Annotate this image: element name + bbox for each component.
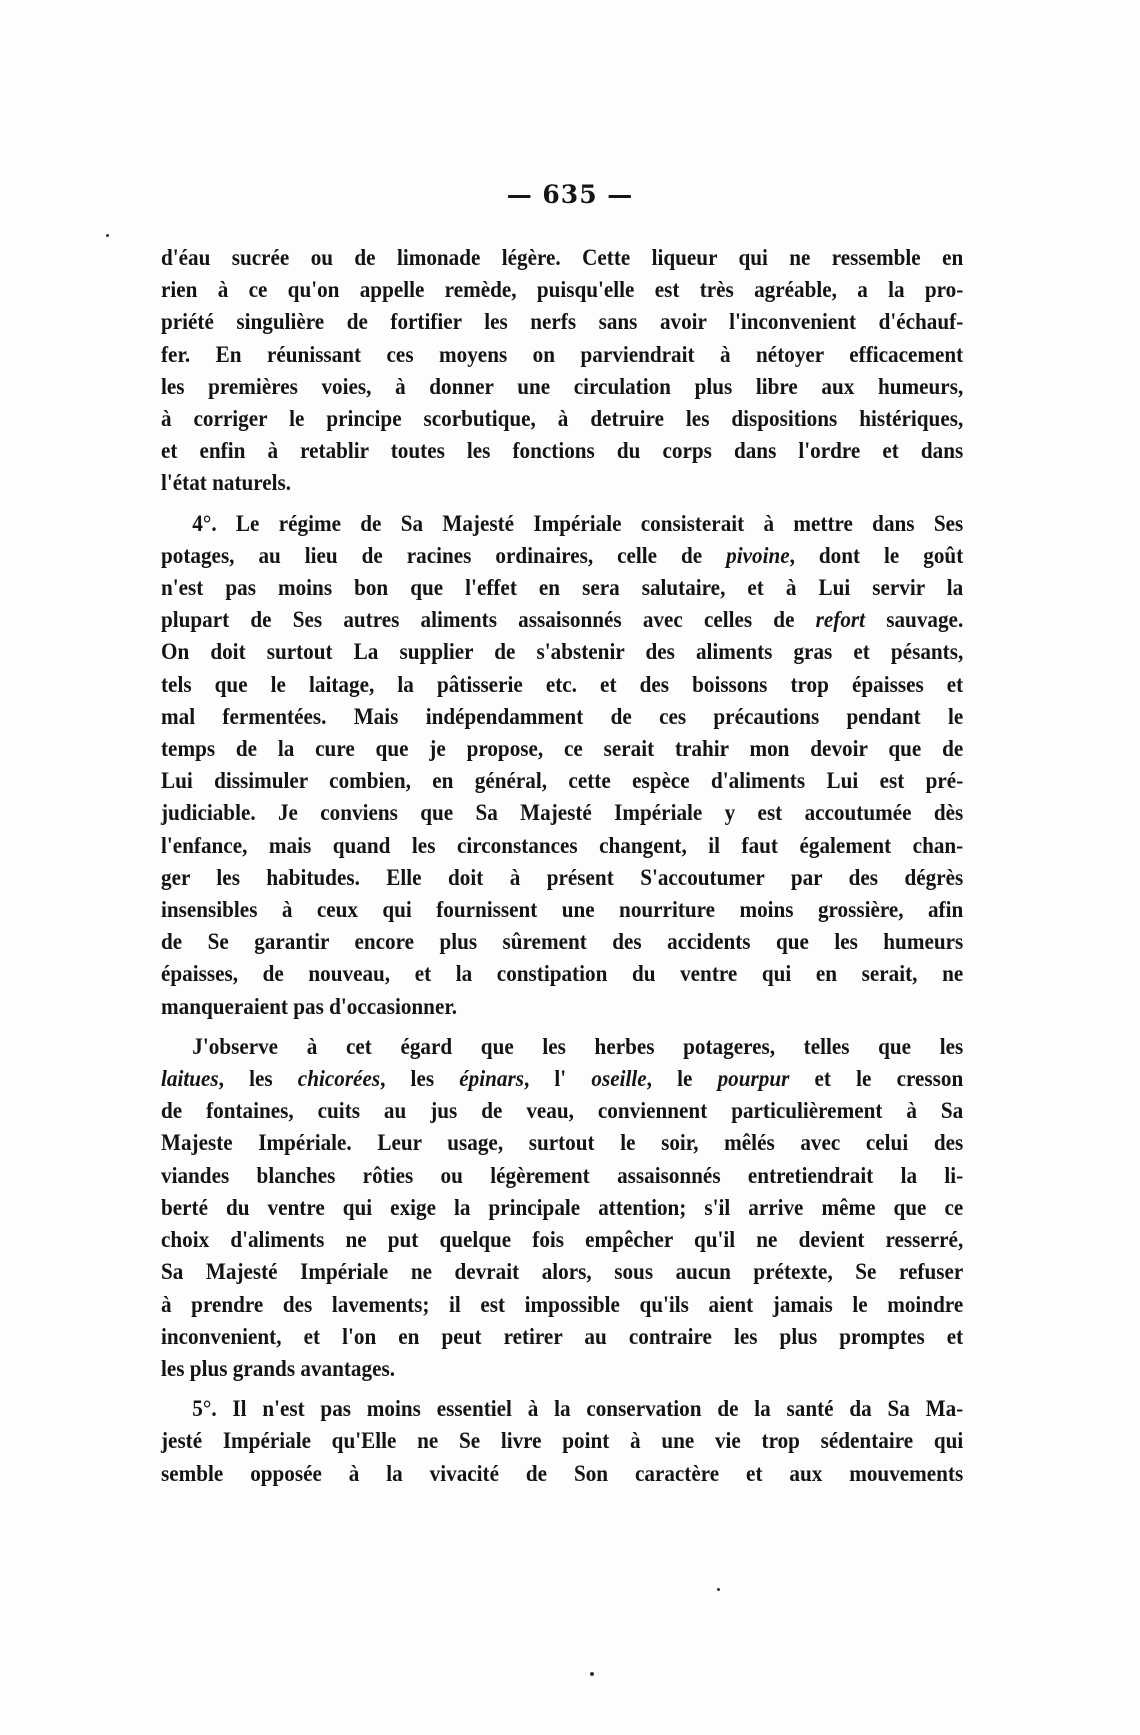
text-line: de fontaines, cuits au jus de veau, conviennent particulièrement à Sa [161, 1098, 964, 1124]
paragraph [161, 1393, 963, 1490]
text-line: rien à ce qu'on appelle remède, puisqu'elle est très agréable, a la pro- [161, 277, 964, 303]
text-line: Sa Majesté Impériale ne devrait alors, sous aucun prétexte, Se refuser [161, 1259, 964, 1285]
text-line: d'éau sucrée ou de limonade légère. Cette liqueur qui ne ressemble en [161, 245, 964, 270]
page-number: — 635 — [506, 180, 634, 209]
text-line: insensibles à ceux qui fournissent une nourriture moins grossière, afin [161, 897, 964, 923]
text-line: l'enfance, mais quand les circonstances changent, il faut également chan- [161, 832, 964, 858]
text-line: semble opposée à la vivacité de Son caractère et aux mouvements [161, 1460, 964, 1486]
text-line: jesté Impériale qu'Elle ne Se livre point à une vie trop sédentaire qui [161, 1428, 964, 1454]
body-text [161, 242, 963, 1490]
paragraph [161, 1031, 963, 1385]
text-line: Majeste Impériale. Leur usage, surtout le soir, mêlés avec celui des [161, 1130, 964, 1156]
text-line: choix d'aliments ne put quelque fois empêcher qu'il ne devient resserré, [161, 1227, 964, 1253]
text-line: On doit surtout La supplier de s'abstenir des aliments gras et pésants, [161, 639, 964, 665]
text-line: l'état naturels. [161, 470, 292, 496]
scan-speck [106, 234, 109, 237]
text-line: viandes blanches rôties ou légèrement assaisonnés entretiendrait la li- [161, 1162, 964, 1188]
text-line: ger les habitudes. Elle doit à présent S'accoutumer par des dégrès [161, 864, 964, 890]
text-line: berté du ventre qui exige la principale attention; s'il arrive même que ce [161, 1194, 964, 1220]
text-line: inconvenient, et l'on en peut retirer au contraire les plus promptes et [161, 1323, 964, 1349]
text-line: priété singulière de fortifier les nerfs sans avoir l'inconvenient d'échauf- [161, 309, 964, 335]
text-line: les plus grands avantages. [161, 1355, 395, 1381]
text-line: les premières voies, à donner une circulation plus libre aux humeurs, [161, 373, 964, 399]
text-line: 4°. Le régime de Sa Majesté Impériale consisterait à mettre dans Ses [192, 510, 964, 536]
paragraph [161, 242, 963, 500]
text-line: plupart de Ses autres aliments assaisonnés avec celles de refort sauvage. [161, 607, 964, 633]
text-line: et enfin à retablir toutes les fonctions du corps dans l'ordre et dans [161, 438, 964, 464]
text-line: temps de la cure que je propose, ce serait trahir mon devoir que de [161, 736, 964, 762]
text-line: Lui dissimuler combien, en général, cette espèce d'aliments Lui est pré- [161, 768, 964, 794]
text-line: épaisses, de nouveau, et la constipation du ventre qui en serait, ne [161, 961, 964, 987]
text-line: potages, au lieu de racines ordinaires, celle de pivoine, dont le goût [161, 542, 964, 568]
text-line: à corriger le principe scorbutique, à detruire les dispositions histériques, [161, 406, 964, 432]
scan-speck [717, 1588, 720, 1591]
paragraph [161, 508, 963, 1023]
text-line: 5°. Il n'est pas moins essentiel à la conservation de la santé da Sa Ma- [192, 1396, 964, 1422]
text-line: mal fermentées. Mais indépendamment de ces précautions pendant le [161, 703, 964, 729]
text-line: fer. En réunissant ces moyens on parviendrait à nétoyer efficacement [161, 341, 964, 367]
text-line: manqueraient pas d'occasionner. [161, 993, 458, 1019]
text-line: judiciable. Je conviens que Sa Majesté Impériale y est accoutumée dès [161, 800, 964, 826]
text-line: tels que le laitage, la pâtisserie etc. et des boissons trop épaisses et [161, 671, 964, 697]
text-line: laitues, les chicorées, les épinars, l' oseille, le pourpur et le cresson [161, 1066, 964, 1092]
scan-speck [590, 1672, 594, 1676]
text-line: à prendre des lavements; il est impossible qu'ils aient jamais le moindre [161, 1291, 964, 1317]
text-line: de Se garantir encore plus sûrement des accidents que les humeurs [161, 929, 964, 955]
text-line: n'est pas moins bon que l'effet en sera salutaire, et à Lui servir la [161, 575, 964, 601]
text-line: J'observe à cet égard que les herbes potageres, telles que les [192, 1033, 964, 1059]
